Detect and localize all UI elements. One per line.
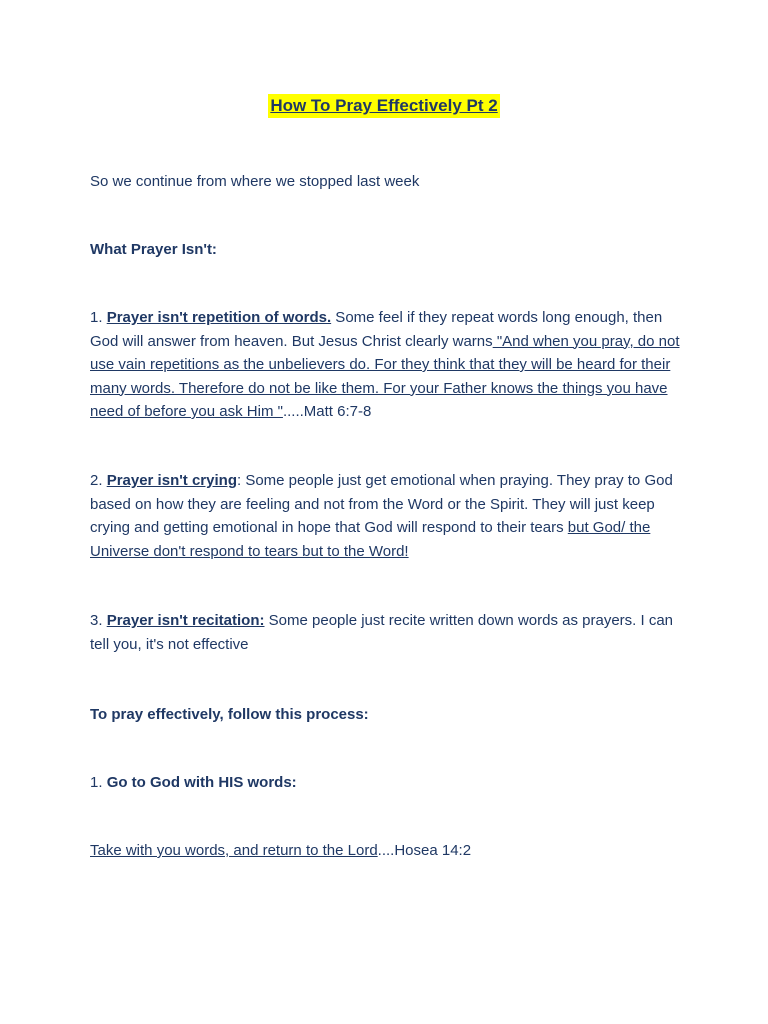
point-2-number: 2. xyxy=(90,472,107,489)
process-heading: To pray effectively, follow this process: xyxy=(90,706,369,723)
scripture-reference: ....Hosea 14:2 xyxy=(377,842,472,859)
point-1-label: Prayer isn't repetition of words. xyxy=(106,309,332,326)
point-2-paragraph xyxy=(90,469,680,563)
step-1-heading xyxy=(90,771,680,795)
step-1-label: Go to God with HIS words: xyxy=(106,774,297,791)
scripture-line xyxy=(90,839,680,863)
what-prayer-isnt-heading: What Prayer Isn't: xyxy=(90,241,217,258)
point-1-number: 1. xyxy=(90,309,107,326)
point-2-emphasis: but God/ the Universe don't respond to tears but to the Word! xyxy=(90,519,651,560)
point-3-text: Some people just recite written down words as prayers. I can tell you, it's not effective xyxy=(90,612,674,653)
point-3-paragraph xyxy=(90,609,680,656)
intro-paragraph: So we continue from where we stopped last week xyxy=(90,173,420,190)
scripture-text: Take with you words, and return to the Lord xyxy=(90,842,378,859)
point-1-paragraph xyxy=(90,306,680,424)
point-1-reference: .....Matt 6:7-8 xyxy=(282,403,372,420)
point-2-label: Prayer isn't crying xyxy=(106,472,237,489)
point-2-text: : Some people just get emotional when praying. They pray to God based on how they are feeling and not from the Word or the Spirit. They will just keep crying and getting emotional in hope that God will respond to their tears xyxy=(90,472,673,536)
point-1-quote: "And when you pray, do not use vain repetitions as the unbelievers do. For they think that they will be heard for their many words. Therefore do not be like them. For your Father knows the things you have need of before you ask Him " xyxy=(90,332,680,420)
document-title: How To Pray Effectively Pt 2 xyxy=(268,94,499,118)
step-1-number: 1. xyxy=(90,774,107,791)
title-container xyxy=(0,94,768,118)
point-3-number: 3. xyxy=(90,612,107,629)
point-3-label: Prayer isn't recitation: xyxy=(106,612,265,629)
point-1-text: Some feel if they repeat words long enough, then God will answer from heaven. But Jesus Christ clearly warns xyxy=(90,309,663,350)
